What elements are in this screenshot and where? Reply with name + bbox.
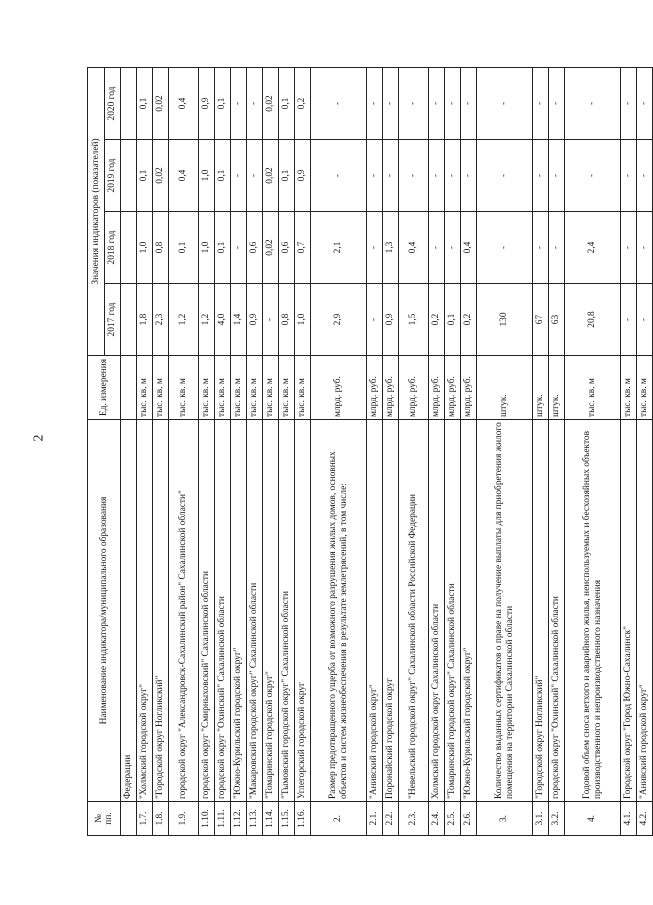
row-value: 20,8: [565, 284, 621, 356]
row-value: 0,4: [169, 140, 199, 212]
row-unit: млрд. руб.: [429, 356, 445, 420]
row-value: 0,2: [429, 284, 445, 356]
row-number: 2.1.: [367, 802, 383, 836]
row-value: -: [533, 212, 549, 284]
row-unit: млрд. руб.: [367, 356, 383, 420]
row-number: 1.11.: [215, 802, 231, 836]
row-value: -: [565, 140, 621, 212]
row-number: [121, 802, 137, 836]
row-value: -: [231, 212, 247, 284]
row-unit: тыс. кв. м: [621, 356, 637, 420]
table-row: [383, 67, 399, 835]
row-value: -: [399, 67, 429, 139]
row-unit: тыс. кв. м: [279, 356, 295, 420]
row-name: Размер предотвращенного ущерба от возможного разрушения жилых домов, основных объектов и систем жизнеобеспечения в результате землетрясений, в том числе:: [311, 420, 367, 802]
row-value: 0,9: [383, 284, 399, 356]
row-value: -: [383, 140, 399, 212]
row-value: -: [247, 140, 263, 212]
row-name: Количество выданных сертификатов о праве на получение выплаты для приобретения жилого помещения на территории Сахалинской области: [477, 420, 533, 802]
row-value: -: [461, 140, 477, 212]
table-row: [137, 67, 153, 835]
row-value: -: [477, 67, 533, 139]
row-number: 1.7.: [137, 802, 153, 836]
table-row: [121, 67, 137, 835]
row-value: [121, 212, 137, 284]
row-value: 0,2: [295, 67, 311, 139]
row-number: 2.6.: [461, 802, 477, 836]
row-name: "Макаровский городской округ" Сахалинской области: [247, 420, 263, 802]
header-name: Наименование индикатора/муниципального образования: [88, 420, 121, 802]
row-value: -: [367, 284, 383, 356]
row-number: 3.1.: [533, 802, 549, 836]
header-values-group: Значения индикаторов (показателей): [88, 67, 105, 355]
row-value: 1,0: [137, 212, 153, 284]
row-value: -: [429, 67, 445, 139]
rotated-table-container: [87, 68, 650, 836]
row-value: -: [231, 67, 247, 139]
header-num: № пп.: [88, 802, 121, 836]
page-number: 2: [31, 434, 47, 442]
row-value: -: [367, 67, 383, 139]
row-value: -: [549, 67, 565, 139]
row-value: -: [637, 212, 653, 284]
row-value: 0,7: [295, 212, 311, 284]
row-value: 0,1: [215, 140, 231, 212]
row-number: 1.16.: [295, 802, 311, 836]
table-row: [565, 67, 621, 835]
row-number: 2.: [311, 802, 367, 836]
row-unit: млрд. руб.: [383, 356, 399, 420]
row-unit: тыс. кв. м: [637, 356, 653, 420]
row-value: 1,0: [199, 212, 215, 284]
row-value: -: [367, 212, 383, 284]
row-value: -: [637, 67, 653, 139]
row-unit: млрд. руб.: [399, 356, 429, 420]
row-value: -: [231, 140, 247, 212]
row-value: 0,2: [461, 284, 477, 356]
row-number: 1.8.: [153, 802, 169, 836]
row-value: 0,02: [263, 212, 279, 284]
table-row: [231, 67, 247, 835]
row-value: [121, 140, 137, 212]
header-year: 2018 год: [105, 212, 121, 284]
row-name: "Невельский городской округ" Сахалинской области Российской Федерации: [399, 420, 429, 802]
table-row: [533, 67, 549, 835]
row-value: -: [533, 140, 549, 212]
row-value: 0,4: [399, 212, 429, 284]
row-value: 1,8: [137, 284, 153, 356]
row-value: -: [311, 140, 367, 212]
row-value: -: [247, 67, 263, 139]
row-unit: тыс. кв. м: [231, 356, 247, 420]
row-unit: тыс. кв. м: [169, 356, 199, 420]
row-value: 130: [477, 284, 533, 356]
row-number: 2.4.: [429, 802, 445, 836]
row-name: "Тымовский городской округ" Сахалинской области: [279, 420, 295, 802]
row-value: -: [311, 67, 367, 139]
row-value: -: [533, 67, 549, 139]
row-value: -: [445, 212, 461, 284]
row-unit: штук.: [477, 356, 533, 420]
table-row: [429, 67, 445, 835]
row-name: "Городской округ Ногликский": [533, 420, 549, 802]
table-row: [247, 67, 263, 835]
table-row: [153, 67, 169, 835]
row-unit: тыс. кв. м: [215, 356, 231, 420]
row-number: 4.1.: [621, 802, 637, 836]
row-value: -: [477, 212, 533, 284]
row-number: 2.5.: [445, 802, 461, 836]
row-value: 0,1: [137, 67, 153, 139]
row-unit: тыс. кв. м: [247, 356, 263, 420]
row-number: 3.: [477, 802, 533, 836]
row-name: городской округ "Александровск-Сахалинский район" Сахалинской области": [169, 420, 199, 802]
row-value: 0,6: [247, 212, 263, 284]
row-value: 0,02: [153, 140, 169, 212]
row-value: 2,3: [153, 284, 169, 356]
table-row: [169, 67, 199, 835]
row-value: 0,4: [461, 212, 477, 284]
table-row: [263, 67, 279, 835]
row-value: 1,2: [199, 284, 215, 356]
row-number: 1.15.: [279, 802, 295, 836]
table-row: [445, 67, 461, 835]
row-value: -: [477, 140, 533, 212]
row-name: "Томаринский городской округ" Сахалинской области: [445, 420, 461, 802]
row-number: 4.2.: [637, 802, 653, 836]
row-name: "Анивский городской округ": [637, 420, 653, 802]
row-value: -: [429, 212, 445, 284]
row-value: 2,1: [311, 212, 367, 284]
row-value: 0,1: [279, 140, 295, 212]
row-value: 67: [533, 284, 549, 356]
indicators-table: [87, 67, 653, 836]
row-value: 2,9: [311, 284, 367, 356]
table-row: [367, 67, 383, 835]
row-name: "Городской округ Ногликский": [153, 420, 169, 802]
header-year: 2019 год: [105, 140, 121, 212]
table-row: [311, 67, 367, 835]
row-number: 3.2.: [549, 802, 565, 836]
row-value: 63: [549, 284, 565, 356]
row-value: -: [429, 140, 445, 212]
row-value: 2,4: [565, 212, 621, 284]
row-value: 0,1: [215, 67, 231, 139]
row-value: [121, 284, 137, 356]
row-name: "Южно-Курильский городской округ": [231, 420, 247, 802]
row-number: 1.13.: [247, 802, 263, 836]
row-number: 2.3.: [399, 802, 429, 836]
row-unit: тыс. кв. м: [153, 356, 169, 420]
table-row: [637, 67, 653, 835]
row-value: 0,1: [169, 212, 199, 284]
row-name: "Анивский городской округ": [367, 420, 383, 802]
row-value: -: [445, 140, 461, 212]
row-name: "Холмский городской округ": [137, 420, 153, 802]
row-value: 1,4: [231, 284, 247, 356]
row-number: 1.12.: [231, 802, 247, 836]
row-number: 1.9.: [169, 802, 199, 836]
row-value: -: [637, 140, 653, 212]
row-unit: тыс. кв. м: [565, 356, 621, 420]
row-name: Федерации: [121, 420, 137, 802]
row-value: -: [621, 67, 637, 139]
table-row: [279, 67, 295, 835]
row-value: 0,02: [263, 140, 279, 212]
row-unit: тыс. кв. м: [263, 356, 279, 420]
row-value: 0,1: [137, 140, 153, 212]
table-row: [461, 67, 477, 835]
row-unit: млрд. руб.: [461, 356, 477, 420]
header-year: 2017 год: [105, 284, 121, 356]
row-name: "Томаринский городской округ": [263, 420, 279, 802]
row-unit: тыс. кв. м: [295, 356, 311, 420]
table-row: [199, 67, 215, 835]
row-value: 0,9: [199, 67, 215, 139]
row-value: -: [565, 67, 621, 139]
row-value: 1,5: [399, 284, 429, 356]
row-value: -: [621, 284, 637, 356]
row-name: Холмский городской округ Сахалинской области: [429, 420, 445, 802]
row-value: 1,0: [199, 140, 215, 212]
row-value: 4,0: [215, 284, 231, 356]
row-value: 0,02: [263, 67, 279, 139]
row-value: -: [367, 140, 383, 212]
row-value: 0,9: [295, 140, 311, 212]
table-row: [399, 67, 429, 835]
row-name: Годовой объем сноса ветхого и аварийного жилья, неиспользуемых и бесхозяйных объектов производственного и непроизводственного назначения: [565, 420, 621, 802]
row-number: 2.2.: [383, 802, 399, 836]
row-unit: тыс. кв. м: [199, 356, 215, 420]
row-name: Углегорский городской округ: [295, 420, 311, 802]
row-value: -: [461, 67, 477, 139]
row-unit: тыс. кв. м: [137, 356, 153, 420]
row-value: 1,0: [295, 284, 311, 356]
row-number: 1.10.: [199, 802, 215, 836]
row-name: Поронайский городской округ: [383, 420, 399, 802]
row-unit: млрд. руб.: [445, 356, 461, 420]
row-unit: [121, 356, 137, 420]
row-name: городской округ "Смирныховский" Сахалинской области: [199, 420, 215, 802]
row-value: -: [399, 140, 429, 212]
row-name: городской округ "Охинский" Сахалинской области: [549, 420, 565, 802]
row-value: 0,4: [169, 67, 199, 139]
row-value: -: [263, 284, 279, 356]
row-name: Городской округ "Город Южно-Сахалинск": [621, 420, 637, 802]
row-number: 4.: [565, 802, 621, 836]
row-name: "Южно-Курильский городской округ": [461, 420, 477, 802]
row-value: 0,1: [215, 212, 231, 284]
row-value: -: [549, 140, 565, 212]
row-value: 0,8: [279, 284, 295, 356]
row-unit: млрд. руб.: [311, 356, 367, 420]
table-row: [295, 67, 311, 835]
row-value: 0,8: [153, 212, 169, 284]
table-row: [621, 67, 637, 835]
header-unit: Ед. измерения: [88, 356, 121, 420]
row-value: -: [549, 212, 565, 284]
table-row: [477, 67, 533, 835]
row-value: 1,2: [169, 284, 199, 356]
row-value: [121, 67, 137, 139]
table-row: [215, 67, 231, 835]
row-value: -: [621, 212, 637, 284]
table-row: [549, 67, 565, 835]
row-value: 0,1: [279, 67, 295, 139]
row-number: 1.14.: [263, 802, 279, 836]
row-value: -: [445, 67, 461, 139]
row-value: -: [637, 284, 653, 356]
row-value: 0,6: [279, 212, 295, 284]
row-value: 1,3: [383, 212, 399, 284]
row-unit: штук.: [549, 356, 565, 420]
row-value: 0,1: [445, 284, 461, 356]
row-value: 0,9: [247, 284, 263, 356]
row-value: -: [621, 140, 637, 212]
header-year: 2020 год: [105, 67, 121, 139]
row-name: городской округ "Охинский" Сахалинской области: [215, 420, 231, 802]
row-value: 0,02: [153, 67, 169, 139]
row-unit: штук.: [533, 356, 549, 420]
row-value: -: [383, 67, 399, 139]
